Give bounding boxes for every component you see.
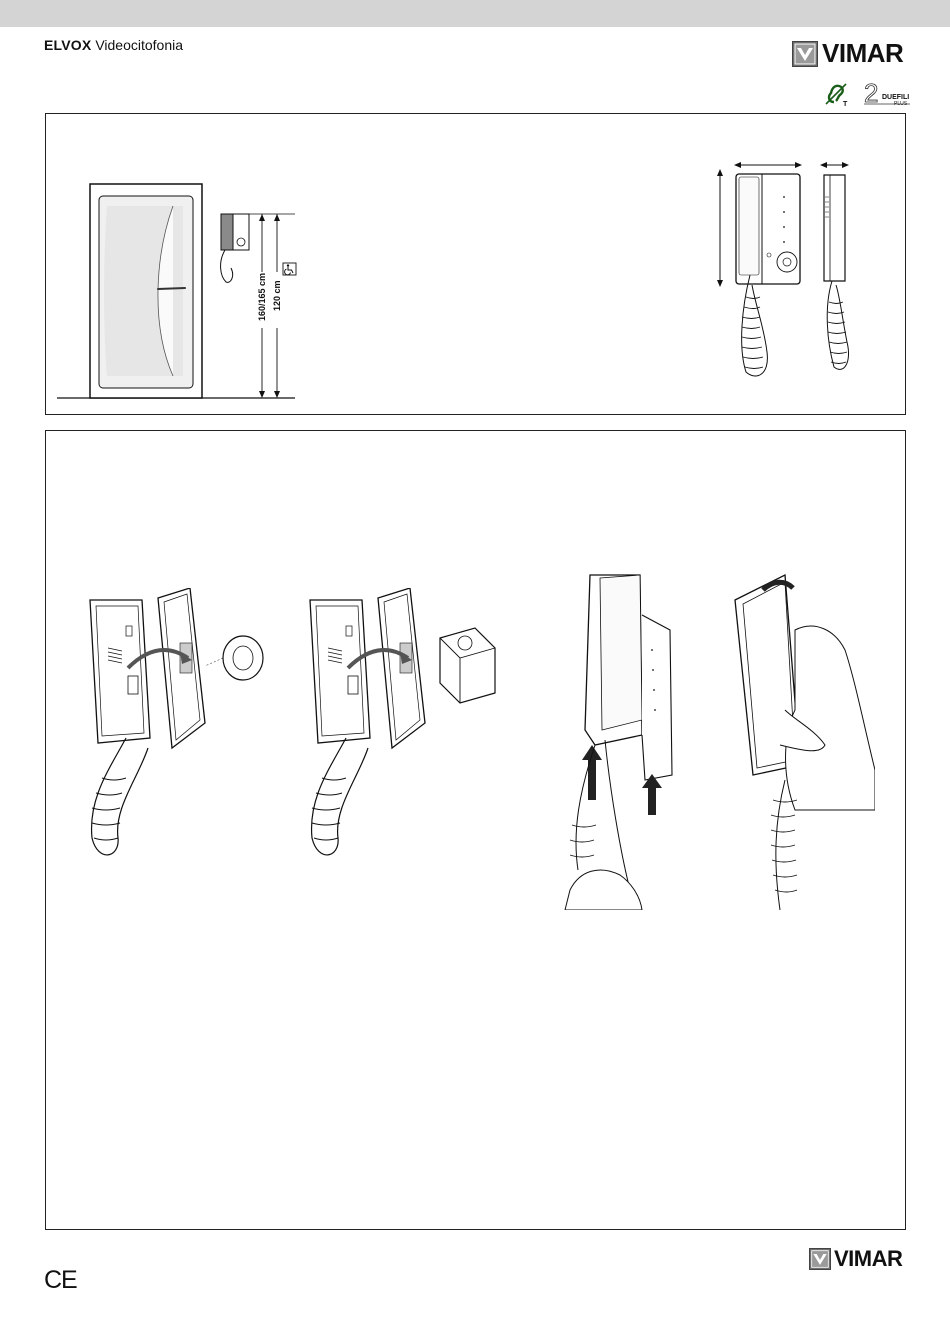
hand-illustration	[565, 870, 642, 910]
mounting-step-remove	[725, 570, 875, 920]
vimar-logo-top	[792, 38, 903, 69]
hearing-aid-icon	[826, 84, 848, 108]
vimar-mark-icon	[792, 41, 818, 67]
certification-badges	[822, 80, 910, 108]
mounting-step-round-box	[80, 588, 280, 868]
svg-text:PLUS: PLUS	[894, 101, 908, 107]
device-side-view	[824, 175, 849, 369]
handset-cord	[312, 738, 368, 855]
handset-cord	[92, 738, 148, 855]
svg-text:2: 2	[864, 80, 879, 108]
wall-box-plate-illustration	[158, 588, 205, 748]
vimar-logo-text: VIMAR	[822, 38, 904, 68]
wall-box-plate-illustration	[378, 588, 425, 748]
device-dimensions-diagram	[712, 157, 862, 382]
mounting-step-square-box	[300, 588, 500, 868]
brand-line	[44, 37, 183, 53]
intercom-small-illustration	[221, 214, 249, 282]
depth-arrow	[820, 162, 849, 168]
due-fili-plus-icon	[864, 80, 910, 108]
wheelchair-accessibility-icon	[283, 263, 296, 275]
intercom-hook-illustration	[585, 575, 672, 780]
base-plate-illustration	[310, 600, 370, 743]
height-dimension-lines	[245, 214, 295, 398]
vimar-mark-icon	[809, 1248, 831, 1270]
mounting-step-hook-on	[560, 570, 690, 910]
width-arrow	[734, 162, 802, 168]
vimar-logo-text: VIMAR	[834, 1246, 903, 1271]
round-box-illustration	[205, 636, 263, 680]
installation-height-diagram	[55, 176, 355, 416]
device-front-view	[736, 174, 800, 376]
top-bar	[0, 0, 950, 27]
hand-illustration	[786, 626, 875, 810]
base-plate-illustration	[90, 600, 150, 743]
svg-text:T: T	[843, 101, 848, 108]
brand-name: ELVOX	[44, 37, 92, 53]
door-illustration	[90, 184, 202, 398]
height-arrow	[717, 169, 723, 287]
square-box-illustration	[440, 628, 495, 703]
product-line: Videocitofonia	[95, 37, 184, 53]
svg-text:DUEFILI: DUEFILI	[882, 94, 910, 101]
height-label-120: 120 cm	[272, 280, 282, 311]
vimar-logo-bottom	[809, 1246, 902, 1272]
ce-mark: CE	[44, 1266, 77, 1294]
height-label-160: 160/165 cm	[257, 272, 267, 321]
